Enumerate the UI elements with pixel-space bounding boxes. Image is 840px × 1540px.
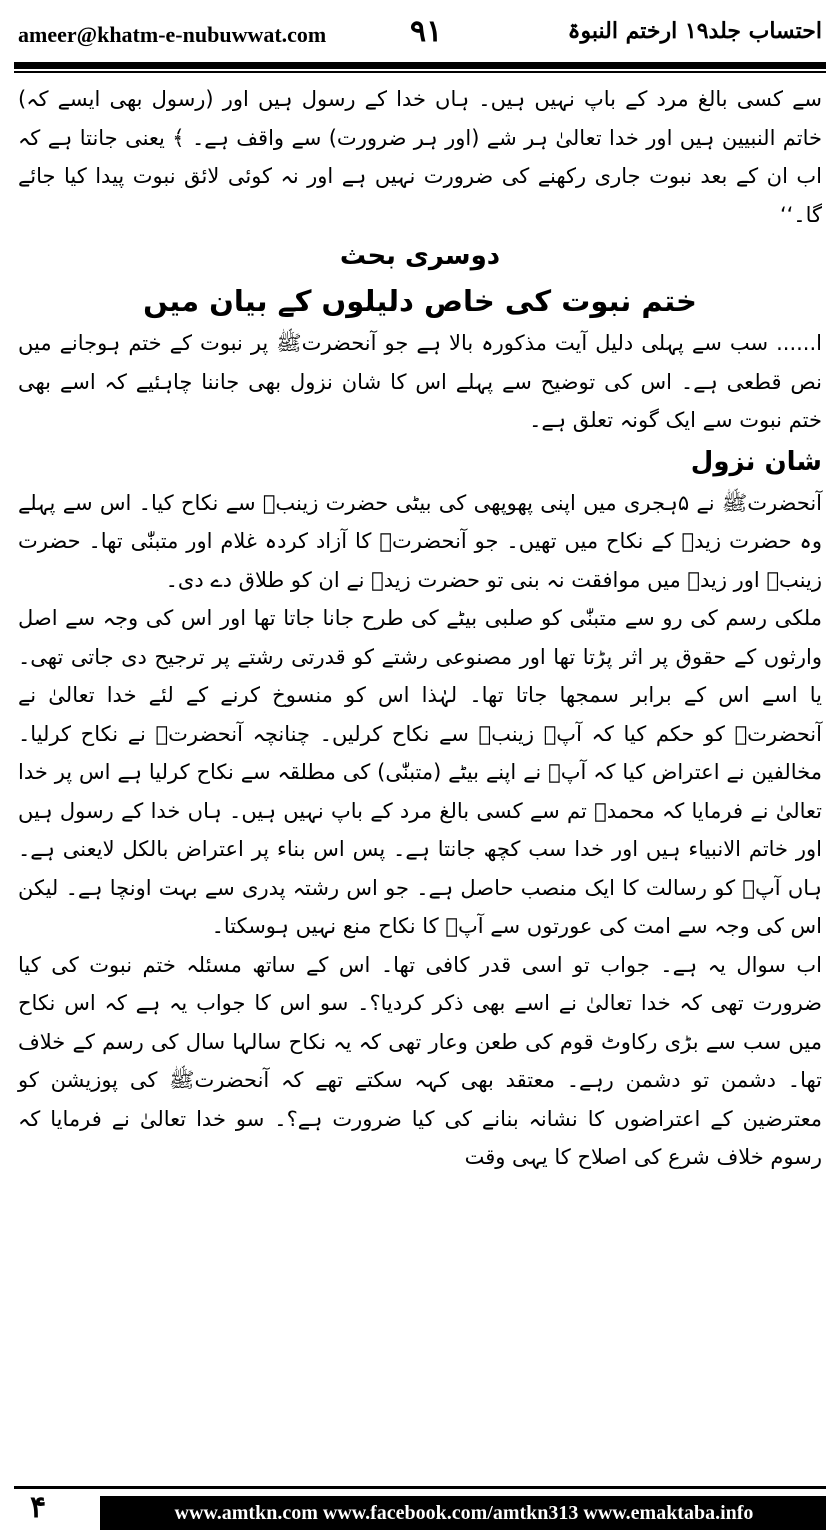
paragraph-context: آنحضرتﷺ نے ۵ہجری میں اپنی پھوپھی کی بیٹی حضرت زینبؓ سے نکاح کیا۔ اس سے پہلے وہ حضرت زیدؓ کے نکاح میں تھیں۔ جو آنحضرتﷺ کا آزاد کردہ غلام اور متبنّٰی تھا۔ حضرت زینبؓ اور زیدؓ میں موافقت نہ بنی تو حضرت زیدؓ نے ان کو طلاق دے دی۔ xyxy=(18,490,823,592)
page-footer xyxy=(0,1486,840,1540)
paragraph-first-proof xyxy=(18,324,822,440)
header-email: ameer@khatm-e-nubuwwat.com xyxy=(18,22,327,47)
paragraph-quote-end: سے کسی بالغ مرد کے باپ نہیں ہیں۔ ہاں خدا کے رسول ہیں اور (رسول بھی ایسے کہ) خاتم النبیین ہیں اور خدا تعالیٰ ہر شے (اور ہر ضرورت) سے واقف ہے۔ ﴾ یعنی جانتا ہے کہ اب ان کے بعد نبوت جاری رکھنے کی ضرورت نہیں ہے اور نہ کوئی لائق نبوت پیدا کیا جائے گا۔‘‘ xyxy=(18,87,822,227)
page-number: ۹۱ xyxy=(410,14,443,49)
page-body xyxy=(18,80,822,1177)
footer-links: www.amtkn.com www.facebook.com/amtkn313 www.emaktaba.info xyxy=(174,1502,754,1524)
context-heading: شان نزول xyxy=(690,446,822,477)
paragraph-custom: ملکی رسم کی رو سے متبنّٰی کو صلبی بیٹے کی طرح جانا جاتا تھا اور اس کی وجہ سے اصل وارثوں کے حقوق پر اثر پڑتا تھا اور مصنوعی رشتے کو قدرتی رشتے پر ترجیح دی جاتی تھی۔ یا اسے اس کے برابر سمجھا جاتا تھا۔ لہٰذا اس کو منسوخ کرنے کے لئے خدا تعالیٰ نے آنحضرتﷺ کو حکم کیا کہ آپﷺ زینبؓ سے نکاح کرلیں۔ چنانچہ آنحضرتﷺ نے نکاح کرلیا۔ مخالفین نے اعتراض کیا کہ آپﷺ نے اپنے بیٹے (متبنّٰی) کی مطلقہ سے نکاح کرلیا ہے اس پر خدا تعالیٰ نے فرمایا کہ محمدﷺ تم سے کسی بالغ مرد کے باپ نہیں ہیں۔ ہاں خدا کے رسول ہیں اور خاتم الانبیاء ہیں اور خدا سب کچھ جانتا ہے۔ پس اس بناء پر اعتراض بالکل لایعنی ہے۔ ہاں آپؐ کو رسالت کا ایک منصب حاصل ہے۔ جو اس رشتہ پدری سے بہت اونچا ہے۔ لیکن اس کی وجہ سے امت کی عورتوں سے آپؐ کا نکاح منع نہیں ہوسکتا۔ xyxy=(18,606,822,938)
page-header xyxy=(0,0,840,66)
section-heading: دوسری بحث xyxy=(339,241,501,271)
header-rule-thin xyxy=(14,71,826,73)
proof-text: سب سے پہلی دلیل آیت مذکورہ بالا ہے جو آنحضرتﷺ پر نبوت کے ختم ہوجانے میں نص قطعی ہے۔ اس کی توضیح سے پہلے اس کا شان نزول بھی جاننا چاہئیے کہ اسے بھی ختم نبوت سے ایک گونہ تعلق ہے۔ xyxy=(18,331,822,432)
section-subtitle: ختم نبوت کی خاص دلیلوں کے بیان میں xyxy=(143,284,697,318)
header-rule-thick xyxy=(14,62,826,69)
book-title: احتساب جلد۱۹ ارختم النبوۃ xyxy=(567,18,822,44)
footer-page-marker: ۴ xyxy=(30,1490,47,1525)
proof-marker: ا...... xyxy=(776,331,822,355)
footer-rule xyxy=(14,1486,826,1489)
paragraph-question: اب سوال یہ ہے۔ جواب تو اسی قدر کافی تھا۔ اس کے ساتھ مسئلہ ختم نبوت کی کیا ضرورت تھی کہ خدا تعالیٰ نے اسے بھی ذکر کردیا؟۔ سو اس کا جواب یہ ہے کہ اس نکاح میں سب سے بڑی رکاوٹ قوم کی طعن وعار تھی کہ یہ نکاح سالہا سال کی رسم کے خلاف تھا۔ دشمن تو دشمن رہے۔ معتقد بھی کہہ سکتے تھے کہ آنحضرتﷺ کی پوزیشن کو معترضین کے اعتراضوں کا نشانہ بنانے کی کیا ضرورت ہے؟۔ سو خدا تعالیٰ نے فرمایا کہ رسوم خلاف شرع کی اصلاح کا یہی وقت xyxy=(18,952,822,1169)
